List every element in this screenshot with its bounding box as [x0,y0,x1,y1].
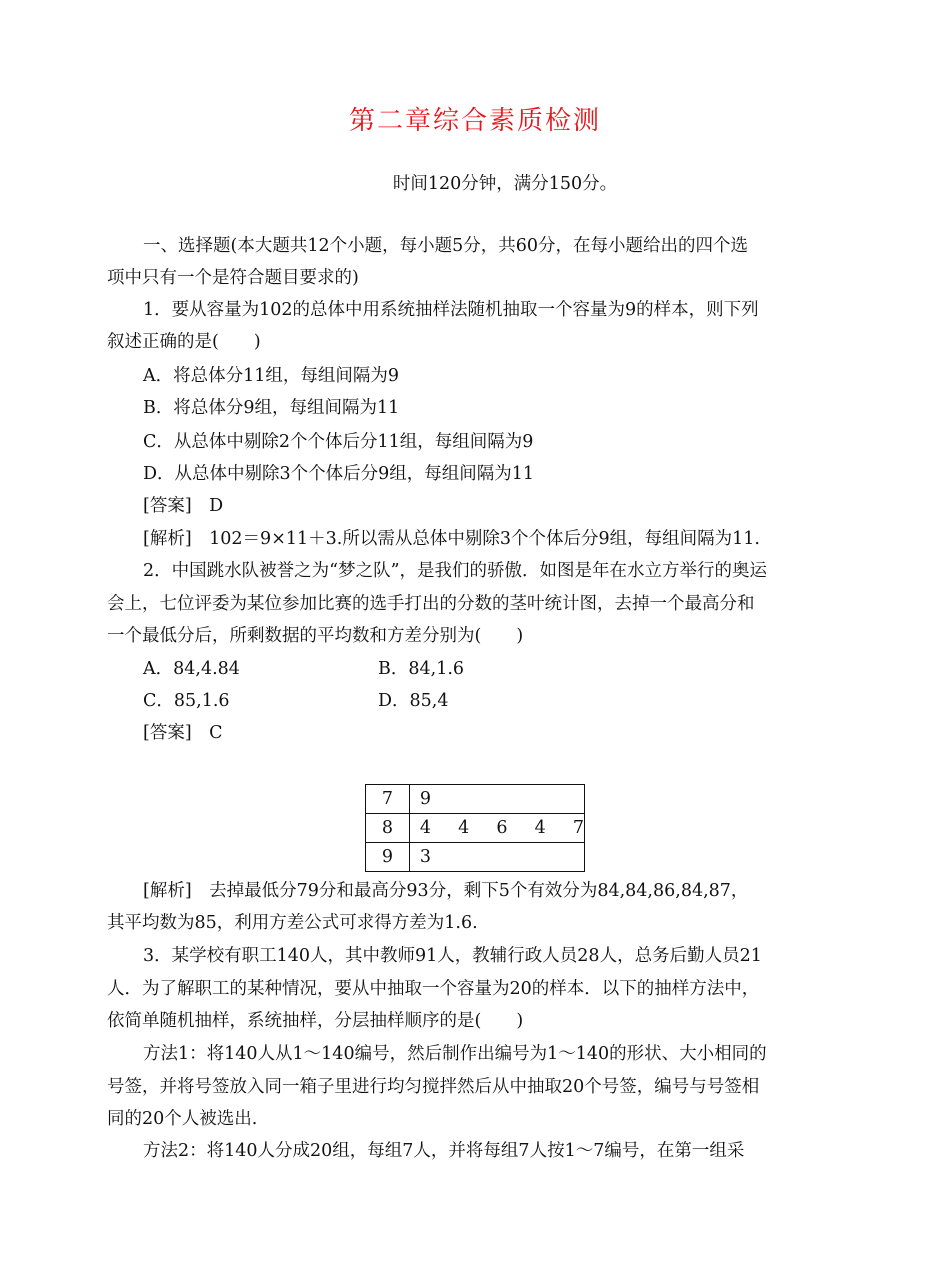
question-2-stem-cont-2: 一个最低分后，所剩数据的平均数和方差分别为( ) [107,626,524,646]
question-2-option-d: D．85,4 [378,691,449,711]
leaf-cell: 9 [409,785,584,814]
question-3-method-2: 方法2：将140人分成20组，每组7人，并将每组7人按1～7编号，在第一组采 [143,1141,745,1161]
stem-leaf-table [365,784,585,872]
table-row [366,843,585,872]
page-title: 第二章综合素质检测 [348,106,601,136]
question-3-method-1-cont: 号签，并将号签放入同一箱子里进行均匀搅拌然后从中抽取20个号签，编号与号签相 [107,1077,760,1097]
question-3-method-1-cont-2: 同的20个人被选出. [107,1109,258,1129]
question-1-stem-cont: 叙述正确的是( ) [107,332,261,352]
question-2-stem-cont: 会上，七位评委为某位参加比赛的选手打出的分数的茎叶统计图，去掉一个最高分和 [107,594,755,614]
question-1-option-c: C．从总体中剔除2个个体后分11组，每组间隔为9 [143,432,534,452]
leaf-cell: 4 4 6 4 7 [409,814,584,843]
question-1-analysis: [解析] 102＝9×11＋3.所以需从总体中剔除3个个体后分9组，每组间隔为11. [143,529,760,549]
stem-cell: 7 [366,785,410,814]
question-3-method-1: 方法1：将140人从1～140编号，然后制作出编号为1～140的形状、大小相同的 [143,1044,767,1064]
question-2-analysis-cont: 其平均数为85，利用方差公式可求得方差为1.6. [107,913,478,933]
question-3-stem-cont-2: 依简单随机抽样，系统抽样，分层抽样顺序的是( ) [107,1011,524,1031]
table-row [366,814,585,843]
question-2-answer: [答案] C [143,723,223,743]
section-heading-cont: 项中只有一个是符合题目要求的) [107,268,359,288]
stem-cell: 8 [366,814,410,843]
question-2-analysis: [解析] 去掉最低分79分和最高分93分，剩下5个有效分为84,84,86,84,87， [143,881,749,901]
question-1-stem: 1．要从容量为102的总体中用系统抽样法随机抽取一个容量为9的样本，则下列 [143,300,759,320]
question-2-option-b: B．84,1.6 [378,659,465,679]
question-1-option-b: B．将总体分9组，每组间隔为11 [143,398,400,418]
stem-cell: 9 [366,843,410,872]
leaf-cell: 3 [409,843,584,872]
question-3-stem: 3．某学校有职工140人，其中教师91人，教辅行政人员28人，总务后勤人员21 [143,946,762,966]
section-heading: 一、选择题(本大题共12个小题，每小题5分，共60分，在每小题给出的四个选 [143,236,748,256]
question-1-option-d: D．从总体中剔除3个个体后分9组，每组间隔为11 [143,464,535,484]
table-row [366,785,585,814]
question-2-option-a: A．84,4.84 [143,659,240,679]
question-3-stem-cont: 人．为了解职工的某种情况，要从中抽取一个容量为20的样本．以下的抽样方法中， [107,979,760,999]
exam-info: 时间120分钟，满分150分。 [392,174,618,194]
question-2-option-c: C．85,1.6 [143,691,230,711]
question-1-answer: [答案] D [143,496,224,516]
question-1-option-a: A．将总体分11组，每组间隔为9 [143,366,400,386]
question-2-stem: 2．中国跳水队被誉之为“梦之队”，是我们的骄傲．如图是年在水立方举行的奥运 [143,561,768,581]
